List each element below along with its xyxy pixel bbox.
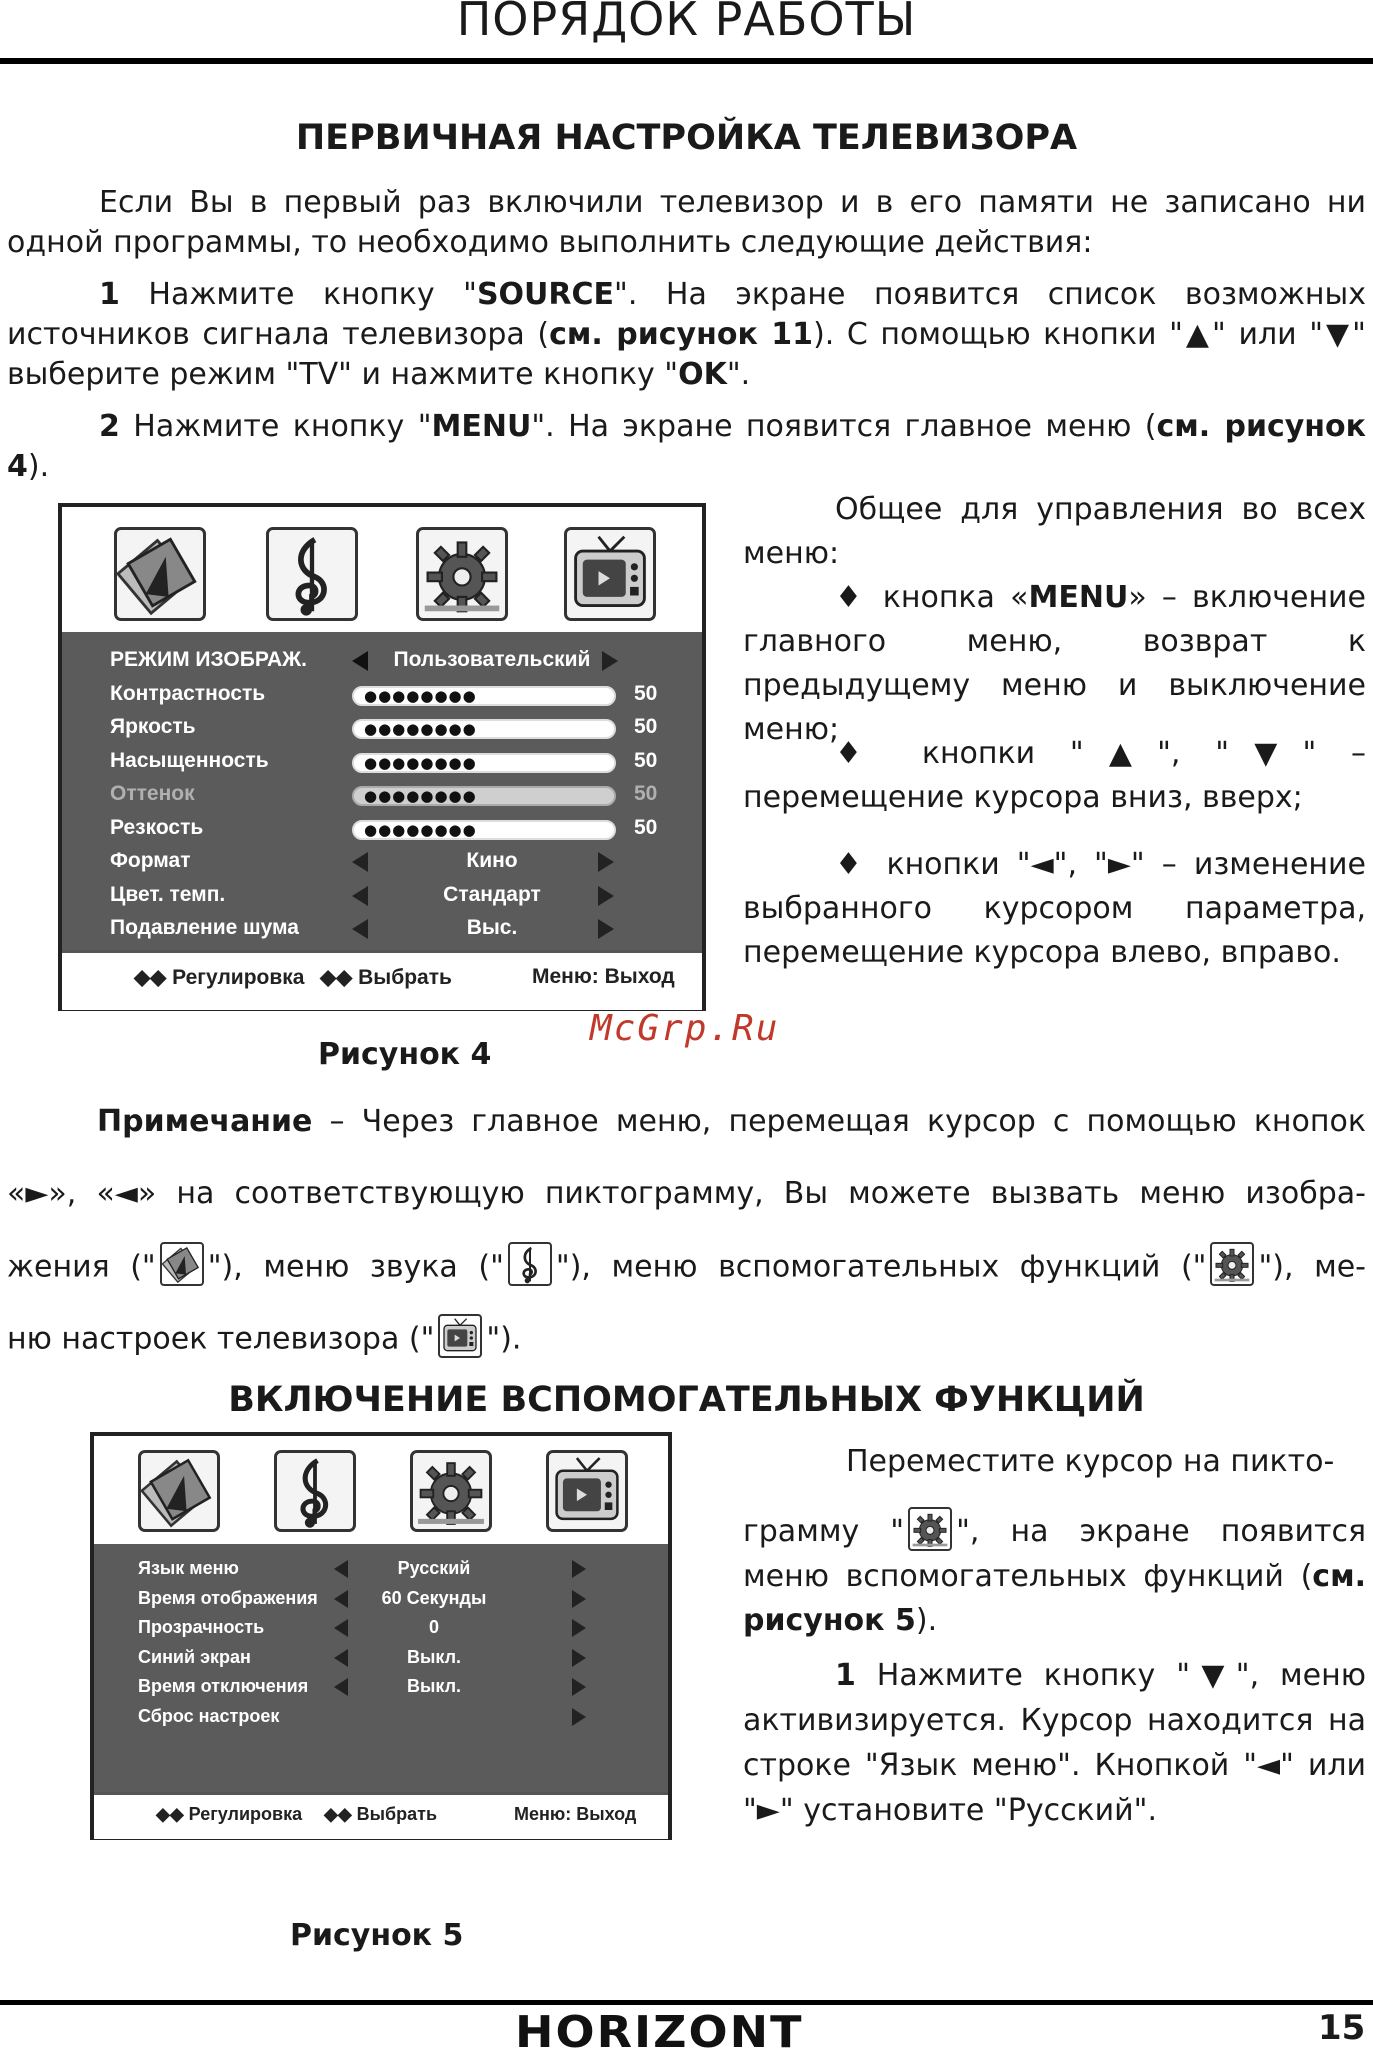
arrow-right-icon[interactable] bbox=[572, 1619, 586, 1637]
text: жения (" bbox=[7, 1249, 156, 1285]
text: грамму " bbox=[743, 1514, 905, 1549]
header-rule bbox=[0, 58, 1373, 64]
tv-icon bbox=[438, 1314, 482, 1358]
menu-row-value: 60 Секунды bbox=[381, 1587, 487, 1608]
text: – Через главное меню, перемещая курсор с помощью кнопок bbox=[312, 1104, 1366, 1139]
menu-key: MENU bbox=[1028, 580, 1129, 615]
menu-row-value: 50 bbox=[634, 748, 658, 772]
picture-menu-icon bbox=[114, 527, 206, 621]
gear-icon bbox=[908, 1507, 952, 1551]
menu-row-label: Язык меню bbox=[138, 1558, 239, 1578]
menu-value-slider[interactable] bbox=[352, 820, 616, 840]
step-number: 1 bbox=[99, 277, 120, 312]
bullet-left-right-keys: ♦ кнопки "◄", "►" – изменение выбранного курсором параметра, перемещение курсора влево, вправо. bbox=[743, 847, 1366, 970]
menu-row-value: Кино bbox=[466, 849, 518, 872]
menu-row-value: 50 bbox=[634, 681, 658, 705]
slider-fill: ●●●●●●●● bbox=[364, 753, 477, 772]
brand-logo: HORIZONT bbox=[515, 2006, 804, 2058]
menu-value-slider[interactable] bbox=[352, 753, 616, 773]
common-controls-text: Общее для управления во всех меню: bbox=[743, 492, 1366, 571]
note-line-4 bbox=[7, 1318, 1366, 1362]
menu-row-value: Выкл. bbox=[406, 1676, 462, 1696]
step2-paragraph bbox=[7, 407, 1366, 487]
menu-row-label: Синий экран bbox=[138, 1646, 251, 1667]
step-number: 1 bbox=[835, 1658, 856, 1693]
figure-ref: см. рисунок 5 bbox=[743, 1558, 1366, 1638]
page-number: 15 bbox=[1318, 2008, 1366, 2048]
ok-key: OK bbox=[678, 357, 727, 392]
menu-row-label: Подавление шума bbox=[110, 916, 299, 939]
intro-paragraph: Если Вы в первый раз включили телевизор и в его памяти не записано ни одной программы, то необходимо выполнить следующие действия: bbox=[7, 185, 1366, 260]
menu-key: MENU bbox=[431, 409, 532, 444]
section-title-aux-functions: ВКЛЮЧЕНИЕ ВСПОМОГАТЕЛЬНЫХ ФУНКЦИЙ bbox=[228, 1380, 1145, 1420]
menu-row-label: Оттенок bbox=[110, 782, 195, 805]
menu-row-label: Яркость bbox=[110, 715, 196, 738]
aux-step1-paragraph bbox=[743, 1653, 1366, 1833]
arrow-right-icon[interactable] bbox=[602, 651, 618, 671]
step1-paragraph bbox=[7, 275, 1366, 395]
menu-icon-bar bbox=[62, 507, 702, 632]
note-line-3 bbox=[7, 1246, 1366, 1290]
text: ". На экране появится список возможных источников сигнала телевизора ( bbox=[7, 277, 1366, 352]
tv-menu-icon bbox=[564, 527, 656, 621]
menu-value-slider[interactable] bbox=[352, 719, 616, 739]
watermark: McGrp.Ru bbox=[590, 1008, 780, 1049]
text: ). bbox=[915, 1602, 938, 1638]
text: ). С помощью кнопки "▲" или "▼" выберите режим "TV" и нажмите кнопку " bbox=[7, 317, 1366, 392]
tv-menu-icon bbox=[546, 1450, 628, 1532]
bullet-up-down-keys: ♦ кнопки "▲", "▼" – перемещение курсора вниз, вверх; bbox=[743, 736, 1366, 815]
menu-row-value: 0 bbox=[428, 1617, 439, 1637]
arrow-right-icon[interactable] bbox=[598, 852, 614, 872]
menu-row-value: Пользовательский bbox=[393, 648, 591, 671]
text: ". bbox=[726, 357, 751, 392]
menu-row-value: 50 bbox=[634, 782, 658, 805]
menu-footer bbox=[62, 950, 702, 1010]
gear-menu-icon bbox=[410, 1450, 492, 1532]
arrow-right-icon[interactable] bbox=[598, 886, 614, 906]
text: "), меню звука (" bbox=[207, 1249, 504, 1285]
arrow-left-icon[interactable] bbox=[334, 1560, 348, 1578]
arrow-left-icon[interactable] bbox=[334, 1678, 348, 1696]
footer-adjust: ◆◆ Регулировка bbox=[134, 966, 305, 989]
slider-fill: ●●●●●●●● bbox=[364, 787, 477, 805]
menu-row-label: Формат bbox=[110, 849, 191, 872]
text: ", на экране появится меню вспомогательных функций ( bbox=[743, 1514, 1367, 1594]
menu-footer bbox=[94, 1792, 668, 1839]
menu-row-value: 50 bbox=[634, 815, 658, 839]
menu-row-value: Стандарт bbox=[443, 882, 541, 906]
page-header-title: ПОРЯДОК РАБОТЫ bbox=[456, 0, 917, 46]
text: » – включение главного меню, возврат к предыдущему меню и выключение меню; bbox=[743, 580, 1367, 747]
menu-row-label: Время отображения bbox=[138, 1587, 318, 1608]
arrow-left-icon[interactable] bbox=[334, 1649, 348, 1667]
gear-icon bbox=[1210, 1242, 1254, 1286]
arrow-right-icon[interactable] bbox=[572, 1649, 586, 1667]
arrow-right-icon[interactable] bbox=[572, 1590, 586, 1608]
footer-adjust: ◆◆ Регулировка bbox=[156, 1804, 303, 1824]
picture-menu-icon bbox=[138, 1450, 220, 1532]
section-title-initial-setup: ПЕРВИЧНАЯ НАСТРОЙКА ТЕЛЕВИЗОРА bbox=[295, 118, 1078, 158]
sound-menu-icon bbox=[266, 527, 358, 621]
picture-icon bbox=[160, 1242, 204, 1286]
arrow-right-icon[interactable] bbox=[572, 1708, 586, 1726]
step-number: 2 bbox=[99, 409, 120, 444]
text: "), меню вспомогательных функций (" bbox=[555, 1249, 1207, 1285]
menu-row-value: Русский bbox=[397, 1558, 471, 1578]
footer-rule bbox=[0, 2000, 1373, 2005]
note-line-1 bbox=[97, 1102, 1366, 1142]
menu-row-label: Контрастность bbox=[110, 681, 266, 705]
menu-body bbox=[62, 632, 702, 950]
figure4-caption: Рисунок 4 bbox=[318, 1037, 492, 1072]
sound-menu-icon bbox=[274, 1450, 356, 1532]
source-key: SOURCE bbox=[476, 277, 615, 312]
menu-row-label: Прозрачность bbox=[138, 1617, 265, 1637]
menu-body bbox=[94, 1544, 668, 1792]
text: ню настроек телевизора (" bbox=[7, 1321, 435, 1357]
figure-ref: см. рисунок 11 bbox=[549, 317, 814, 352]
menu-row-value: Выкл. bbox=[406, 1646, 462, 1667]
text: "), ме- bbox=[1258, 1249, 1366, 1285]
menu-value-slider[interactable] bbox=[352, 686, 616, 706]
move-cursor-paragraph bbox=[743, 1510, 1366, 1643]
text: Нажмите кнопку " bbox=[119, 277, 477, 312]
footer-exit: Меню: Выход bbox=[532, 965, 675, 988]
text: ♦ кнопка « bbox=[835, 580, 1029, 615]
footer-select: ◆◆ Выбрать bbox=[324, 1804, 438, 1824]
arrow-left-icon[interactable] bbox=[334, 1590, 348, 1608]
text: Нажмите кнопку " bbox=[119, 409, 432, 444]
arrow-left-icon[interactable] bbox=[334, 1619, 348, 1637]
figure4-main-menu bbox=[58, 503, 706, 1011]
menu-value-slider[interactable] bbox=[352, 786, 616, 806]
note-label: Примечание bbox=[97, 1104, 313, 1139]
slider-fill: ●●●●●●●● bbox=[364, 720, 477, 738]
move-cursor-line: Переместите курсор на пикто- bbox=[846, 1444, 1335, 1479]
gear-menu-icon bbox=[416, 527, 508, 621]
figure-ref: см. рисунок 4 bbox=[7, 409, 1367, 484]
arrow-right-icon[interactable] bbox=[572, 1560, 586, 1578]
slider-fill: ●●●●●●●● bbox=[364, 820, 477, 839]
menu-row-value: 50 bbox=[634, 715, 658, 738]
menu-icon-bar bbox=[94, 1436, 668, 1544]
sound-icon bbox=[508, 1242, 552, 1286]
figure5-caption: Рисунок 5 bbox=[290, 1918, 464, 1953]
bullet-menu-key bbox=[743, 576, 1366, 752]
menu-row-label: Резкость bbox=[110, 815, 204, 839]
menu-row-label: Время отключения bbox=[138, 1676, 309, 1696]
menu-row-label: Сброс настроек bbox=[138, 1705, 280, 1726]
menu-row-label: Насыщенность bbox=[110, 748, 269, 772]
text: Нажмите кнопку "▼", меню активизируется. Курсор находится на строке "Язык меню". Кнопкой "◄" или "►" установите "Русский". bbox=[743, 1658, 1366, 1828]
menu-row-value: Выс. bbox=[466, 916, 518, 939]
slider-fill: ●●●●●●●● bbox=[364, 686, 477, 705]
text: ). bbox=[27, 449, 50, 484]
footer-exit: Меню: Выход bbox=[514, 1804, 637, 1824]
menu-row-label: РЕЖИМ ИЗОБРАЖ. bbox=[110, 648, 307, 671]
arrow-right-icon[interactable] bbox=[572, 1678, 586, 1696]
text: ". На экране появится главное меню ( bbox=[531, 409, 1157, 444]
menu-row-label: Цвет. темп. bbox=[110, 882, 226, 906]
text: "). bbox=[486, 1321, 522, 1357]
arrow-right-icon[interactable] bbox=[598, 919, 614, 939]
note-line-2: «►», «◄» на соответствующую пиктограмму, Вы можете вызвать меню изобра- bbox=[7, 1176, 1366, 1211]
figure5-aux-menu bbox=[90, 1432, 672, 1840]
footer-select: ◆◆ Выбрать bbox=[320, 966, 452, 989]
